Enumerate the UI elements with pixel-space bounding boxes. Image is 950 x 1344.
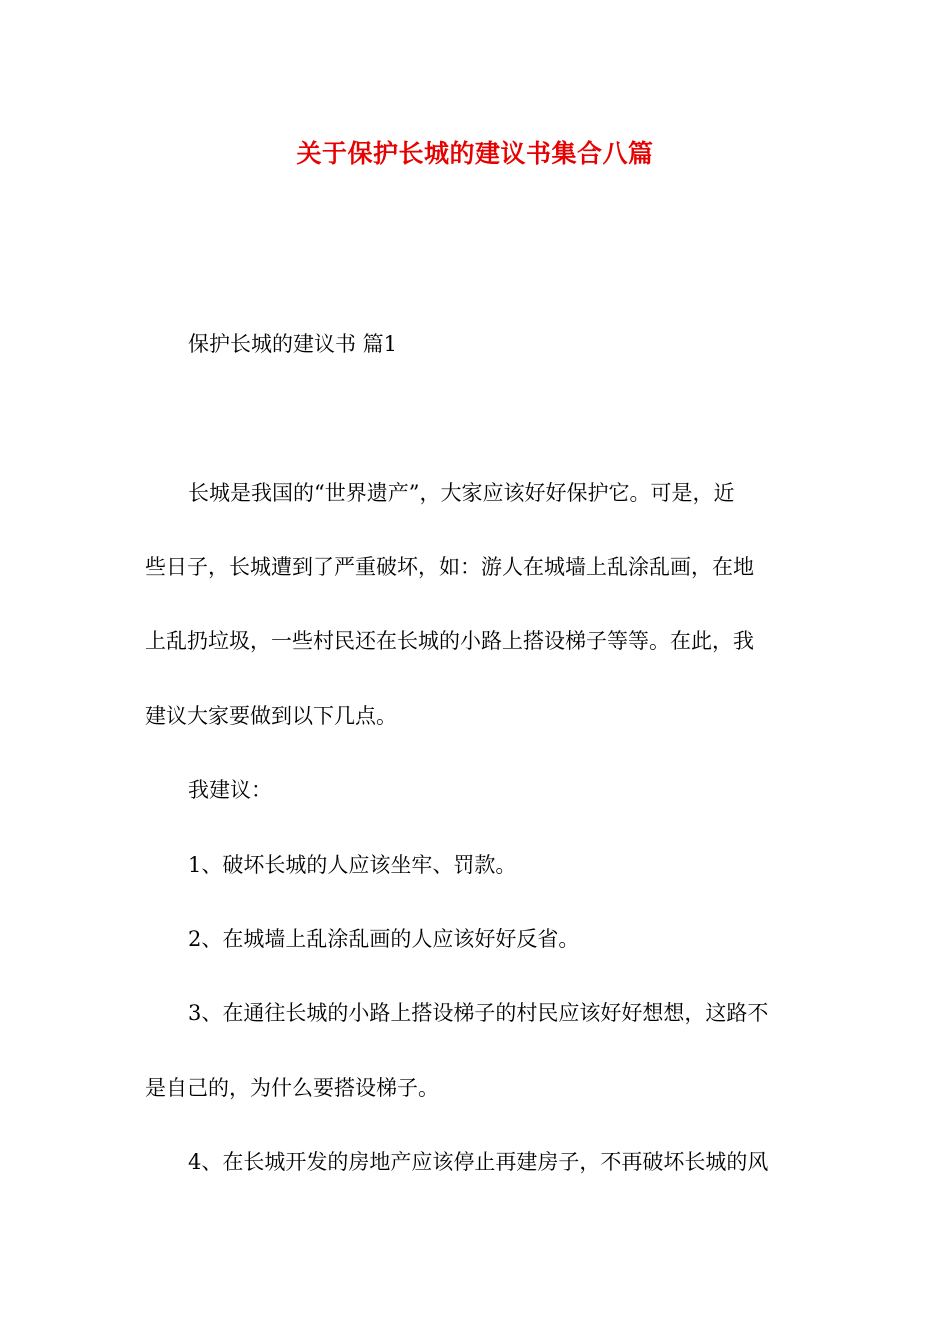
paragraph-line: 建议大家要做到以下几点。: [145, 704, 397, 728]
section-heading: 保护长城的建议书 篇1: [188, 332, 398, 356]
paragraph-line: 我建议：: [188, 778, 272, 802]
list-item: 1、破坏长城的人应该坐牢、罚款。: [188, 853, 517, 877]
document-title: 关于保护长城的建议书集合八篇: [296, 139, 654, 168]
paragraph-line: 些日子，长城遭到了严重破坏，如：游人在城墙上乱涂乱画，在地: [145, 555, 754, 579]
paragraph-line: 长城是我国的“世界遗产”，大家应该好好保护它。可是，近: [188, 481, 735, 505]
list-item-continuation: 是自己的，为什么要搭设梯子。: [145, 1076, 439, 1100]
paragraph-line: 上乱扔垃圾，一些村民还在长城的小路上搭设梯子等等。在此，我: [145, 629, 754, 653]
list-item: 2、在城墙上乱涂乱画的人应该好好反省。: [188, 927, 580, 951]
list-item: 4、在长城开发的房地产应该停止再建房子，不再破坏长城的风: [188, 1150, 769, 1174]
list-item: 3、在通往长城的小路上搭设梯子的村民应该好好想想，这路不: [188, 1001, 769, 1025]
